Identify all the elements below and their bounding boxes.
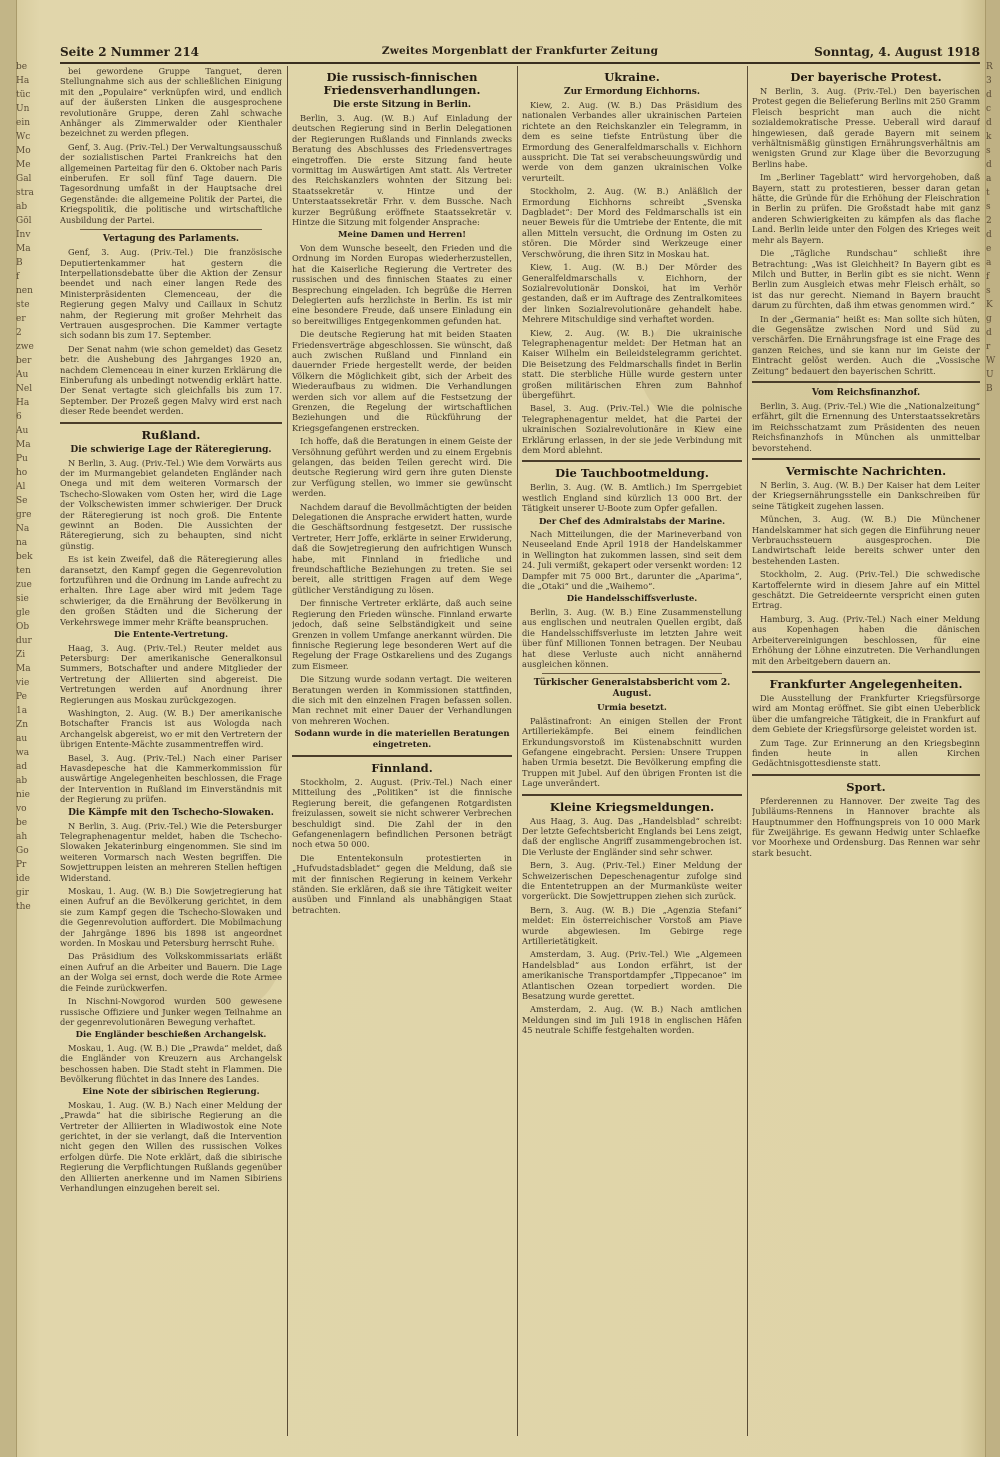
margin-fragment: Pr — [16, 860, 27, 870]
article-text: Kiew, 1. Aug. (W. B.) Der Mörder des Generalfeldmarschalls v. Eichhorn, der Sozialrevolutionär Donskoi, hat im Verhör gestanden, daß er im Auftrage des Zentralkomitees der linken Sozialrevolutionäre gehandelt habe. Mehrere Mitschuldige sind verhaftet worden. — [522, 262, 742, 325]
margin-fragment: ad — [16, 762, 28, 772]
margin-fragment: wa — [16, 748, 30, 758]
margin-fragment: t — [986, 188, 990, 198]
article-text: Moskau, 1. Aug. (W. B.) Die „Prawda“ meldet, daß die Engländer von Kreuzern aus Archangelsk beschossen haben. Die Stadt steht in Flammen. Die Bevölkerung flüchtet in das Innere des Landes. — [60, 1042, 282, 1084]
section-heading: Vom Reichsfinanzhof. — [811, 387, 921, 398]
margin-fragment: ste — [16, 300, 30, 310]
section-heading: Finnland. — [371, 760, 433, 775]
margin-fragment: Na — [16, 524, 30, 534]
article-text: Die Ausstellung der Frankfurter Kriegsfürsorge wird am Montag eröffnet. Sie gibt einen Ueberblick über die umfangreiche Tätigkeit, die in Frankfurt auf dem Gebiete der Kriegsfürsorge geleistet worden ist. — [752, 692, 980, 735]
article-text: Bern, 3. Aug. (W. B.) Die „Agenzia Stefani“ meldet: Ein österreichischer Vorstoß am Piave wurde abgewiesen. Im Gebirge rege Artillerietätigkeit. — [522, 904, 742, 947]
section-heading: Die Tauchbootmeldung. — [555, 466, 709, 481]
article-text: Washington, 2. Aug. (W. B.) Der amerikanische Botschafter Francis ist aus Wologda nach Archangelsk abgereist, wo er mit den Vertretern der übrigen Entente-Mächte zusammentreffen wird. — [60, 707, 282, 750]
margin-fragment: Se — [16, 496, 28, 506]
article-text: Berlin, 3. Aug. (W. B. Amtlich.) Im Sperrgebiet westlich England sind kürzlich 13 000 Brt. der Tätigkeit unserer U-Boote zum Opfer gefallen. — [522, 482, 742, 514]
margin-fragment: Ma — [16, 440, 31, 450]
margin-fragment: 1a — [16, 706, 28, 716]
margin-fragment: gir — [16, 888, 29, 898]
margin-fragment: Ma — [16, 664, 31, 674]
margin-fragment: ein — [16, 118, 31, 128]
margin-fragment: Zi — [16, 650, 26, 660]
margin-fragment: tüc — [16, 90, 31, 100]
margin-fragment: Mo — [16, 146, 31, 156]
article-text: Moskau, 1. Aug. (W. B.) Nach einer Meldung der „Prawda“ hat die sibirische Regierung an die Vertreter der Alliierten in Wladiwostok eine Note gerichtet, in der sie verlangt, daß die Intervention nicht gegen den Willen des russischen Volkes erfolgen dürfe. Die Note erklärt, daß die sibirische Regierung die Verpflichtungen Rußlands gegenüber den Alliierten anerkenne und im Namen Sibiriens Verhandlungen einzugehen bereit sei. — [60, 1099, 282, 1193]
article-text: In der „Germania“ heißt es: Man sollte sich hüten, die Gegensätze zwischen Nord und Süd zu verschärfen. Die Ernährungsfrage ist eine Frage des ganzen Reiches, und sie kann nur im Geiste der Eintracht gelöst werden. Auch die „Vossische Zeitung“ bedauert den bayerischen Schritt. — [752, 313, 980, 376]
divider — [522, 794, 742, 796]
margin-fragment: g — [986, 314, 992, 324]
scan-left-edge — [0, 0, 17, 1457]
signature-line: Der Chef des Admiralstabs der Marine. — [538, 516, 726, 527]
article-text: Moskau, 1. Aug. (W. B.) Die Sowjetregierung hat einen Aufruf an die Bevölkerung gerichtet, in dem sie zum Kampf gegen die Tschecho-Slowaken und die Gegenrevolution auffordert. Die Mobilmachung der Jahrgänge 1896 bis 1898 ist angeordnet worden. In Moskau und Petersburg herrscht Ruhe. — [60, 886, 282, 949]
article-heading: Eine Note der sibirischen Regierung. — [82, 1087, 260, 1098]
margin-fragment: Ob — [16, 622, 30, 632]
article-text: Es ist kein Zweifel, daß die Räteregierung alles daransetzt, den Kampf gegen die Gegenrevolution fortzuführen und die Ordnung im Lande aufrecht zu erhalten. Ihre Lage aber wird mit jedem Tage schwieriger, da die Ernährung der Bevölkerung in den großen Städten und die Sicherung der Verkehrswege immer mehr Kräfte beanspruchen. — [60, 554, 282, 627]
article-text: Palästinafront: An einigen Stellen der Front Artilleriekämpfe. Bei einem feindlichen Erkundungsvorstoß im Küstenabschnitt wurden Gefangene eingebracht. Persien: Unsere Truppen haben Urmia besetzt. Die Bevölkerung empfing die Truppen mit Jubel. Auf den übrigen Fronten ist die Lage unverändert. — [522, 715, 742, 789]
article-text: Basel, 3. Aug. (Priv.-Tel.) Wie die polnische Telegraphenagentur meldet, hat die Partei der ukrainischen Sozialrevolutionäre in Kiew eine Erklärung erlassen, in der sie jede Verbindung mit dem Mord ablehnt. — [522, 403, 742, 455]
margin-fragment: f — [986, 272, 990, 282]
margin-fragment: e — [986, 244, 992, 254]
section-heading: Vertagung des Parlaments. — [102, 234, 240, 245]
margin-fragment: vo — [16, 804, 27, 814]
margin-fragment: a — [986, 174, 992, 184]
margin-fragment: gre — [16, 510, 32, 520]
article-text: Genf, 3. Aug. (Priv.-Tel.) Die französische Deputiertenkammer hat gestern die Interpellationsdebatte über die Aktion der Zensur beendet und nach einer langen Rede des Ministerpräsidenten Clemenceau, der die Regierung gegen Malvy und Caillaux in Schutz nahm, der Regierung mit großer Mehrheit das Vertrauen ausgesprochen. Die Kammer vertagte sich sodann bis zum 17. September. — [60, 247, 282, 341]
article-text: Im „Berliner Tageblatt“ wird hervorgehoben, daß Bayern, statt zu protestieren, besser daran getan hätte, die Gründe für die Erhöhung der Fleischration in Berlin zu prüfen. Die Großstadt habe mit ganz anderen Schwierigkeiten zu kämpfen als das flache Land. Berlin leide unter den Folgen des Krieges weit mehr als Bayern. — [752, 172, 980, 245]
margin-fragment: 2 — [16, 328, 22, 338]
article-heading: Die schwierige Lage der Räteregierung. — [70, 444, 272, 455]
margin-fragment: vie — [16, 678, 30, 688]
salutation: Meine Damen und Herren! — [338, 230, 466, 241]
margin-fragment: s — [986, 146, 991, 156]
article-text: Die „Tägliche Rundschau“ schließt ihre Betrachtung: „Was ist Gleichheit? In Bayern gibt es Milch und Butter, in Berlin gibt es sie nicht. Wenn Berlin zum Ausgleich etwas mehr Fleisch erhält, so ist das nur gerecht. Niemand in Bayern braucht darum zu fürchten, daß ihm etwas genommen wird.“ — [752, 248, 980, 311]
article-text: bei gewordene Gruppe Tanguet, deren Stellungnahme sich aus der schließlichen Einigung mit den „Populaire“ verknüpfen wird, und endlich auf der äußersten Linken die ausgesprochene revolutionäre Gruppe, deren Zahl schwache Anhänger als Zimmerwalder oder Kienthaler bezeichnet zu werden pflegen. — [60, 66, 282, 139]
margin-fragment: s — [986, 202, 991, 212]
margin-fragment: Au — [16, 370, 29, 380]
article-text: Stockholm, 2. Aug. (Priv.-Tel.) Die schwedische Kartoffelernte wird in diesem Jahre auf ein Mittel geschätzt. Die Getreideernte verspricht einen guten Ertrag. — [752, 569, 980, 611]
article-heading: Die Entente-Vertretung. — [113, 630, 229, 641]
margin-fragment: au — [16, 734, 28, 744]
margin-fragment: Ma — [16, 244, 31, 254]
margin-fragment: s — [986, 286, 991, 296]
article-text: In Nischni-Nowgorod wurden 500 gewesene russische Offiziere und Junker wegen Teilnahme an der gegenrevolutionären Bewegung verhaftet. — [60, 996, 282, 1027]
margin-fragment: bek — [16, 552, 33, 562]
margin-fragment: the — [16, 902, 31, 912]
article-text: Pferderennen zu Hannover. Der zweite Tag des Jubiläums-Rennens in Hannover brachte als Hauptnummer den Hoffnungspreis von 10 000 Mark für Zweijährige. Es gewann Hedwig unter Schlaefke vor Moorhexe und Ordensburg. Das Rennen war sehr stark besucht. — [752, 795, 980, 858]
margin-fragment: Un — [16, 104, 30, 114]
column-4 — [752, 66, 980, 1436]
margin-fragment: a — [986, 258, 992, 268]
article-text: Von dem Wunsche beseelt, den Frieden und die Ordnung im Norden Europas wiederherzustellen, hat die Kaiserliche Regierung die Vertreter des russischen und des finnischen Staates zu einer Besprechung eingeladen. Ich begrüße die Herren Delegierten aufs herzlichste in Berlin. Es ist mir eine besondere Freude, daß unsere Einladung ein so bereitwilliges Entgegenkommen gefunden hat. — [292, 242, 512, 326]
article-text: Stockholm, 2. August. (Priv.-Tel.) Nach einer Mitteilung des „Politiken“ ist die finnische Regierung bereit, die gefangenen Rotgardisten freizulassen, soweit sie nicht schwerer Verbrechen beschuldigt sind. Die Zahl der in den Gefangenenlagern befindlichen Personen beträgt noch etwa 50 000. — [292, 776, 512, 850]
margin-fragment: Ha — [16, 76, 30, 86]
divider — [542, 673, 722, 674]
article-heading: Die Engländer beschießen Archangelsk. — [75, 1030, 267, 1041]
article-text: Die Ententekonsuln protestierten in „Hufvudstadsbladet“ gegen die Meldung, daß sie mit der finnischen Regierung in keinem Verkehr ständen. Sie erklären, daß sie ihre Tätigkeit weiter ausüben und Finnland als unabhängigen Staat betrachten. — [292, 852, 512, 915]
margin-fragment: ah — [16, 832, 28, 842]
article-text: Nachdem darauf die Bevollmächtigten der beiden Delegationen die Ansprache erwidert hatten, wurde die Geschäftsordnung festgesetzt. Der russische Vertreter, Herr Joffe, erklärte in seiner Erwiderung, daß die Sowjetregierung den aufrichtigen Wunsch habe, mit Finnland in friedliche und freundschaftliche Beziehungen zu treten. Sie sei bereit, alle strittigen Fragen auf dem Wege gütlicher Verständigung zu lösen. — [292, 501, 512, 595]
article-text: Das Präsidium des Volkskommissariats erläßt einen Aufruf an die Arbeiter und Bauern. Die Lage an der Wolga sei ernst, doch werde die Rote Armee die Feinde zurückwerfen. — [60, 951, 282, 993]
article-text: Zum Tage. Zur Erinnerung an den Kriegsbeginn finden heute in allen Kirchen Gedächtnisgottesdienste statt. — [752, 737, 980, 769]
article-text: Ich hoffe, daß die Beratungen in einem Geiste der Versöhnung geführt werden und zu einem Ergebnis gelangen, das beiden Teilen gerecht wird. Die deutsche Regierung wird gern ihre guten Dienste zur Verfügung stellen, wo immer sie gewünscht werden. — [292, 436, 512, 499]
margin-fragment: Au — [16, 426, 29, 436]
margin-fragment: f — [16, 272, 20, 282]
article-text: Kiew, 2. Aug. (W. B.) Das Präsidium des nationalen Verbandes aller ukrainischen Parteien richtete an den Reichskanzler ein Telegramm, in dem es seine tiefste Entrüstung über die Ermordung des Generalfeldmarschalls v. Eichhorn ausspricht. Die Tat sei verabscheuungswürdig und werde von dem ganzen ukrainischen Volke verurteilt. — [522, 100, 742, 183]
margin-fragment: ber — [16, 356, 32, 366]
article-text: Der Senat nahm (wie schon gemeldet) das Gesetz betr. die Aushebung des Jahrganges 1920 an, nachdem Clemenceau in einer kurzen Erklärung die Einberufung als unbedingt notwendig erklärt hatte. Der Senat vertagte sich gleichfalls bis zum 17. September. Der Prozeß gegen Malvy wird erst nach dieser Rede beendet werden. — [60, 343, 282, 417]
margin-fragment: ten — [16, 566, 31, 576]
closing-line: Sodann wurde in die materiellen Beratungen eingetreten. — [294, 729, 510, 750]
margin-fragment: U — [986, 370, 994, 380]
article-text: Genf, 3. Aug. (Priv.-Tel.) Der Verwaltungsausschuß der sozialistischen Partei Frankreichs hat den allgemeinen Parteitag für den 6. Oktober nach Paris einberufen. Er soll fünf Tage dauern. Die Tagesordnung umfaßt in der Hauptsache drei Gegenstände: die allgemeine Politik der Partei, die Kriegspolitik, die politische und wirtschaftliche Ausbildung der Partei. — [60, 141, 282, 225]
article-heading: Türkischer Generalstabsbericht vom 2. August. — [533, 678, 731, 700]
margin-fragment: Ha — [16, 398, 30, 408]
margin-fragment: d — [986, 90, 992, 100]
article-text: Der finnische Vertreter erklärte, daß auch seine Regierung den Frieden wünsche. Finnland erwarte jedoch, daß seine Selbständigkeit und seine Grenzen in vollem Umfange anerkannt würden. Die finnische Regierung lege besonderen Wert auf die Regelung der Frage Ostkareliens und des Zugangs zum Eismeer. — [292, 598, 512, 671]
margin-fragment: Gal — [16, 174, 32, 184]
margin-fragment: sie — [16, 594, 29, 604]
article-heading: Die Handelsschiffsverluste. — [566, 594, 698, 605]
section-heading: Die russisch-finnischen Friedensverhandlungen. — [323, 70, 481, 97]
margin-fragment: Inv — [16, 230, 31, 240]
divider — [752, 458, 980, 460]
column-rule — [287, 66, 288, 1436]
column-2 — [292, 66, 512, 1436]
page-header — [60, 44, 980, 64]
article-text: Haag, 3. Aug. (Priv.-Tel.) Reuter meldet aus Petersburg: Der amerikanische Generalkonsul Summers, Botschafter und andere Mitglieder der Vertretung der Alliierten sind abgereist. Die Vertretungen werden auf Anordnung ihrer Regierungen aus Moskau zurückgezogen. — [60, 642, 282, 705]
divider — [752, 774, 980, 776]
margin-fragment: ab — [16, 776, 28, 786]
divider — [80, 229, 262, 230]
margin-fragment: B — [986, 384, 993, 394]
margin-fragment: be — [16, 62, 28, 72]
article-subheading: Urmia besetzt. — [597, 703, 667, 714]
margin-fragment: d — [986, 118, 992, 128]
margin-fragment: 6 — [16, 412, 22, 422]
section-heading: Kleine Kriegsmeldungen. — [549, 799, 715, 814]
article-heading: Die Kämpfe mit den Tschecho-Slowaken. — [68, 807, 274, 818]
margin-fragment: Wc — [16, 132, 31, 142]
margin-fragment: Zn — [16, 720, 29, 730]
divider — [752, 671, 980, 673]
article-text: Hamburg, 3. Aug. (Priv.-Tel.) Nach einer Meldung aus Kopenhagen haben die dänischen Arbeitervereinigungen beschlossen, für eine Erhöhung der Löhne einzutreten. Die Verhandlungen mit den Arbeitgebern dauern an. — [752, 613, 980, 666]
article-text: Kiew, 2. Aug. (W. B.) Die ukrainische Telegraphenagentur meldet: Der Hetman hat an Kaiser Wilhelm ein Beileidstelegramm gerichtet. Die Beisetzung des Feldmarschalls findet in Berlin statt. Die sterbliche Hülle wurde gestern unter großen militärischen Ehren zum Bahnhof übergeführt. — [522, 327, 742, 400]
left-margin-fragments — [16, 60, 56, 1450]
article-text: Berlin, 3. Aug. (W. B.) Eine Zusammenstellung aus englischen und neutralen Quellen ergibt, daß die Handelsschiffsverluste im letzten Jahre weit über fünf Millionen Tonnen betragen. Der Neubau hat diese Verluste auch nicht annähernd ausgleichen können. — [522, 606, 742, 669]
article-text: Berlin, 3. Aug. (Priv.-Tel.) Wie die „Nationalzeitung“ erfährt, gilt die Ernennung des Unterstaatssekretärs im Reichsschatzamt zum Präsidenten des neuen Reichsfinanzhofs in München als unmittelbar bevorstehend. — [752, 400, 980, 453]
margin-fragment: d — [986, 230, 992, 240]
margin-fragment: er — [16, 314, 26, 324]
margin-fragment: ide — [16, 874, 30, 884]
section-heading: Ukraine. — [604, 70, 660, 84]
margin-fragment: dur — [16, 636, 32, 646]
article-text: Die Sitzung wurde sodann vertagt. Die weiteren Beratungen werden in Kommissionen stattfinden, die sich mit den einzelnen Fragen befassen sollen. Man rechnet mit einer Dauer der Verhandlungen von mehreren Wochen. — [292, 674, 512, 726]
issue-date: Sonntag, 4. August 1918 — [814, 45, 980, 59]
margin-fragment: d — [986, 328, 992, 338]
divider — [522, 460, 742, 462]
article-text: Amsterdam, 2. Aug. (W. B.) Nach amtlichen Meldungen sind im Juli 1918 in englischen Häfen 45 neutrale Schiffe festgehalten worden. — [522, 1004, 742, 1036]
margin-fragment: stra — [16, 188, 34, 198]
newspaper-title: Zweites Morgenblatt der Frankfurter Zeitung — [381, 45, 659, 57]
margin-fragment: r — [986, 342, 991, 352]
section-heading: Vermischte Nachrichten. — [785, 464, 947, 478]
column-rule — [517, 66, 518, 1436]
margin-fragment: d — [986, 160, 992, 170]
article-text: Bern, 3. Aug. (Priv.-Tel.) Einer Meldung der Schweizerischen Depeschenagentur zufolge sind die Ententetruppen an der Murmanküste weiter vorgerückt. Die Sowjettruppen ziehen sich zurück. — [522, 860, 742, 902]
right-margin-fragments — [986, 60, 1000, 1450]
margin-fragment: ho — [16, 468, 28, 478]
margin-fragment: c — [986, 104, 992, 114]
margin-fragment: R — [986, 62, 993, 72]
margin-fragment: Pe — [16, 692, 27, 702]
margin-fragment: Go — [16, 846, 29, 856]
section-heading: Frankfurter Angelegenheiten. — [769, 676, 963, 691]
margin-fragment: na — [16, 538, 28, 548]
margin-fragment: k — [986, 132, 992, 142]
divider — [60, 422, 282, 424]
column-rule — [747, 66, 748, 1436]
article-text: Amsterdam, 3. Aug. (Priv.-Tel.) Wie „Algemeen Handelsblad“ aus London erfährt, ist der amerikanische Transportdampfer „Tippecanoe“ im Atlantischen Ozean torpediert worden. Die Besatzung wurde gerettet. — [522, 949, 742, 1002]
article-text: N Berlin, 3. Aug. (Priv.-Tel.) Wie die Petersburger Telegraphenagentur meldet, haben die Tschecho-Slowaken Jekaterinburg eingenommen. Sie sind im weiteren Vormarsch nach Westen begriffen. Die Sowjettruppen leisten an mehreren Stellen heftigen Widerstand. — [60, 820, 282, 883]
section-heading: Rußland. — [141, 427, 201, 442]
margin-fragment: Al — [16, 482, 26, 492]
section-heading: Der bayerische Protest. — [790, 70, 942, 84]
article-text: Berlin, 3. Aug. (W. B.) Auf Einladung der deutschen Regierung sind in Berlin Delegationen der Regierungen Rußlands und Finnlands zwecks Beratung des Abschlusses des Friedensvertrages eingetroffen. Die erste Sitzung fand heute vormittag im Auswärtigen Amt statt. Als Vertreter des Reichskanzlers wohnten der Sitzung bei: Staatssekretär v. Hintze und der Unterstaatssekretär Frhr. v. dem Bussche. Nach kurzer Begrüßung eröffnete Staatssekretär v. Hintze die Sitzung mit folgender Ansprache: — [292, 113, 512, 228]
margin-fragment: 3 — [986, 76, 992, 86]
column-3 — [522, 66, 742, 1436]
margin-fragment: ab — [16, 202, 28, 212]
margin-fragment: Pu — [16, 454, 28, 464]
divider — [752, 381, 980, 383]
article-text: Stockholm, 2. Aug. (W. B.) Anläßlich der Ermordung Eichhorns schreibt „Svenska Dagbladet“: Der Mord des Feldmarschalls ist ein neuer Beweis für die Umtriebe der Entente, die mit allen Mitteln versucht, die Ordnung im Osten zu stören. Die Mörder sind Werkzeuge einer Verschwörung, die ihren Sitz in Moskau hat. — [522, 186, 742, 259]
margin-fragment: B — [16, 258, 23, 268]
margin-fragment: 2 — [986, 216, 992, 226]
margin-fragment: Nel — [16, 384, 33, 394]
article-text: Basel, 3. Aug. (Priv.-Tel.) Nach einer Pariser Havasdepesche hat die Kammerkommission für auswärtige Angelegenheiten beschlossen, die Frage der Intervention in Rußland im Einverständnis mit der Regierung zu prüfen. — [60, 752, 282, 805]
margin-fragment: zwe — [16, 342, 34, 352]
article-text: München, 3. Aug. (W. B.) Die Münchener Handelskammer hat sich gegen die Einführung neuer Verbrauchssteuern ausgesprochen. Die Landwirtschaft leide bereits schwer unter den bestehenden Lasten. — [752, 514, 980, 566]
article-heading: Die erste Sitzung in Berlin. — [332, 100, 472, 110]
article-heading: Zur Ermordung Eichhorns. — [564, 87, 700, 97]
margin-fragment: W — [986, 356, 996, 366]
margin-fragment: K — [986, 300, 993, 310]
article-text: N Berlin, 3. Aug. (W. B.) Der Kaiser hat dem Leiter der Kriegsernährungsstelle ein Dankschreiben für seine Tätigkeit zugehen lassen. — [752, 480, 980, 511]
margin-fragment: nen — [16, 286, 33, 296]
margin-fragment: Me — [16, 160, 31, 170]
margin-fragment: Göl — [16, 216, 32, 226]
article-text: N Berlin, 3. Aug. (Priv.-Tel.) Den bayerischen Protest gegen die Belieferung Berlins mit 250 Gramm Fleisch bespricht man auch die nicht sozialdemokratische Presse. Ueberall wird darauf hingewiesen, daß gerade Bayern mit seinem verhältnismäßig günstigen Ernährungsverhältnis am wenigsten Grund zur Klage über die Bevorzugung Berlins habe. — [752, 86, 980, 169]
margin-fragment: nie — [16, 790, 31, 800]
page-number: Seite 2 Nummer 214 — [60, 45, 200, 59]
margin-fragment: zue — [16, 580, 32, 590]
article-text: Aus Haag, 3. Aug. Das „Handelsblad“ schreibt: Der letzte Gefechtsbericht Englands bei Lens zeigt, daß der englische Angriff zusammengebrochen ist. Die Verluste der Engländer sind sehr schwer. — [522, 815, 742, 857]
article-text: Nach Mitteilungen, die der Marineverband von Neuseeland Ende April 1918 der Handelskammer in Wellington hat zukommen lassen, sind seit dem 24. Juli vermißt, gekapert oder versenkt worden: 12 Dampfer mit 75 000 Brt., darunter die „Aparima“, die „Otaki“ und die „Waihemo“. — [522, 529, 742, 592]
article-text: Die deutsche Regierung hat mit beiden Staaten Friedensverträge abgeschlossen. Sie wünscht, daß auch zwischen Rußland und Finnland ein dauernder Friede hergestellt werde, der beiden Völkern die Möglichkeit gibt, sich der Arbeit des Wiederaufbaus zu widmen. Die Verhandlungen werden sich vor allem auf die Festsetzung der Grenzen, die Regelung der wirtschaftlichen Beziehungen und die Rückführung der Kriegsgefangenen erstrecken. — [292, 329, 512, 433]
margin-fragment: be — [16, 818, 28, 828]
article-text: N Berlin, 3. Aug. (Priv.-Tel.) Wie dem Vorwärts aus der im Murmangebiet gelandeten Engländer nach Onega und mit dem weiteren Vormarsch der Tschecho-Slowaken vom Osten her, wird die Lage der Volkschewisten immer schwieriger. Der Druck der Räteregierung ist noch groß. Die Entente gewinnt an Boden. Die Aussichten der Räteregierung, sich zu behaupten, sind nicht günstig. — [60, 457, 282, 551]
section-heading: Sport. — [846, 779, 886, 794]
column-1 — [60, 66, 282, 1436]
divider — [292, 755, 512, 757]
margin-fragment: gle — [16, 608, 30, 618]
